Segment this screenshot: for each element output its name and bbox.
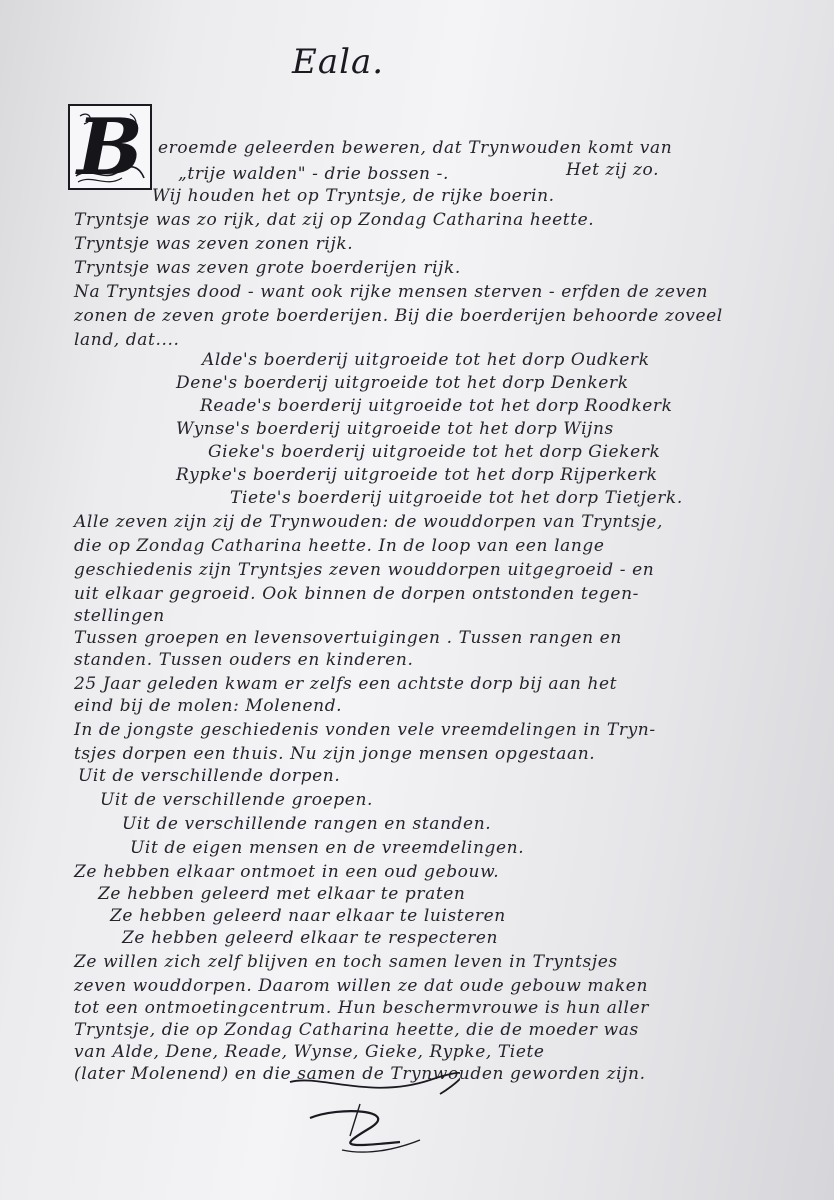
text-line: eind bij de molen: Molenend.: [74, 696, 343, 716]
text-line: Ze willen zich zelf blijven en toch samen leven in Tryntsjes: [74, 952, 618, 972]
text-line: In de jongste geschiedenis vonden vele vreemdelingen in Tryn-: [74, 720, 656, 740]
text-line: Tryntsje was zo rijk, dat zij op Zondag Catharina heette.: [74, 210, 595, 230]
page-title: Eala.: [292, 42, 385, 82]
initial-letter: B: [77, 102, 143, 193]
text-line: Ze hebben geleerd naar elkaar te luisteren: [110, 906, 506, 926]
text-line: zonen de zeven grote boerderijen. Bij die boerderijen behoorde zoveel: [74, 306, 723, 326]
text-line: Uit de verschillende rangen en standen.: [122, 814, 492, 834]
text-line: Tryntsje was zeven grote boerderijen rijk.: [74, 258, 461, 278]
text-line: geschiedenis zijn Tryntsjes zeven wouddorpen uitgegroeid - en: [74, 560, 655, 580]
text-line: 25 Jaar geleden kwam er zelfs een achtste dorp bij aan het: [74, 674, 618, 694]
text-line: tot een ontmoetingcentrum. Hun beschermvrouwe is hun aller: [74, 998, 649, 1018]
text-line: (later Molenend) en die samen de Trynwouden geworden zijn.: [74, 1064, 646, 1084]
text-line: Tryntsje was zeven zonen rijk.: [74, 234, 354, 254]
text-line: Reade's boerderij uitgroeide tot het dorp Roodkerk: [200, 396, 673, 416]
text-line: Alde's boerderij uitgroeide tot het dorp Oudkerk: [202, 350, 650, 370]
text-line: uit elkaar gegroeid. Ook binnen de dorpen ontstonden tegen-: [74, 584, 639, 604]
text-line: Het zij zo.: [566, 160, 660, 180]
text-line: Uit de verschillende dorpen.: [78, 766, 341, 786]
text-line: Tryntsje, die op Zondag Catharina heette, die de moeder was: [74, 1020, 639, 1040]
text-line: Wij houden het op Tryntsje, de rijke boerin.: [152, 186, 555, 206]
text-line: tsjes dorpen een thuis. Nu zijn jonge mensen opgestaan.: [74, 744, 596, 764]
text-line: Alle zeven zijn zij de Trynwouden: de wouddorpen van Tryntsje,: [74, 512, 663, 532]
text-line: zeven wouddorpen. Daarom willen ze dat oude gebouw maken: [74, 976, 648, 996]
illuminated-initial: [68, 102, 152, 193]
text-line: Ze hebben elkaar ontmoet in een oud gebouw.: [74, 862, 500, 882]
text-line: van Alde, Dene, Reade, Wynse, Gieke, Rypke, Tiete: [74, 1042, 545, 1062]
text-line: Uit de eigen mensen en de vreemdelingen.: [130, 838, 525, 858]
text-line: land, dat....: [74, 330, 180, 350]
text-line: Tussen groepen en levensovertuigingen . Tussen rangen en: [74, 628, 622, 648]
text-line: „trije walden" - drie bossen -.: [178, 164, 449, 184]
text-line: die op Zondag Catharina heette. In de loop van een lange: [74, 536, 605, 556]
text-line: eroemde geleerden beweren, dat Trynwouden komt van: [158, 138, 673, 158]
text-line: standen. Tussen ouders en kinderen.: [74, 650, 414, 670]
text-line: Dene's boerderij uitgroeide tot het dorp Denkerk: [176, 373, 629, 393]
text-line: Gieke's boerderij uitgroeide tot het dorp Giekerk: [208, 442, 661, 462]
closing-flourish-icon: [280, 1070, 460, 1160]
text-line: Na Tryntsjes dood - want ook rijke mensen sterven - erfden de zeven: [74, 282, 709, 302]
text-line: stellingen: [74, 606, 165, 626]
text-line: Tiete's boerderij uitgroeide tot het dorp Tietjerk.: [230, 488, 683, 508]
text-line: Ze hebben geleerd elkaar te respecteren: [122, 928, 499, 948]
text-line: Uit de verschillende groepen.: [100, 790, 373, 810]
text-line: Ze hebben geleerd met elkaar te praten: [98, 884, 466, 904]
text-line: Rypke's boerderij uitgroeide tot het dorp Rijperkerk: [176, 465, 658, 485]
text-line: Wynse's boerderij uitgroeide tot het dorp Wijns: [176, 419, 614, 439]
